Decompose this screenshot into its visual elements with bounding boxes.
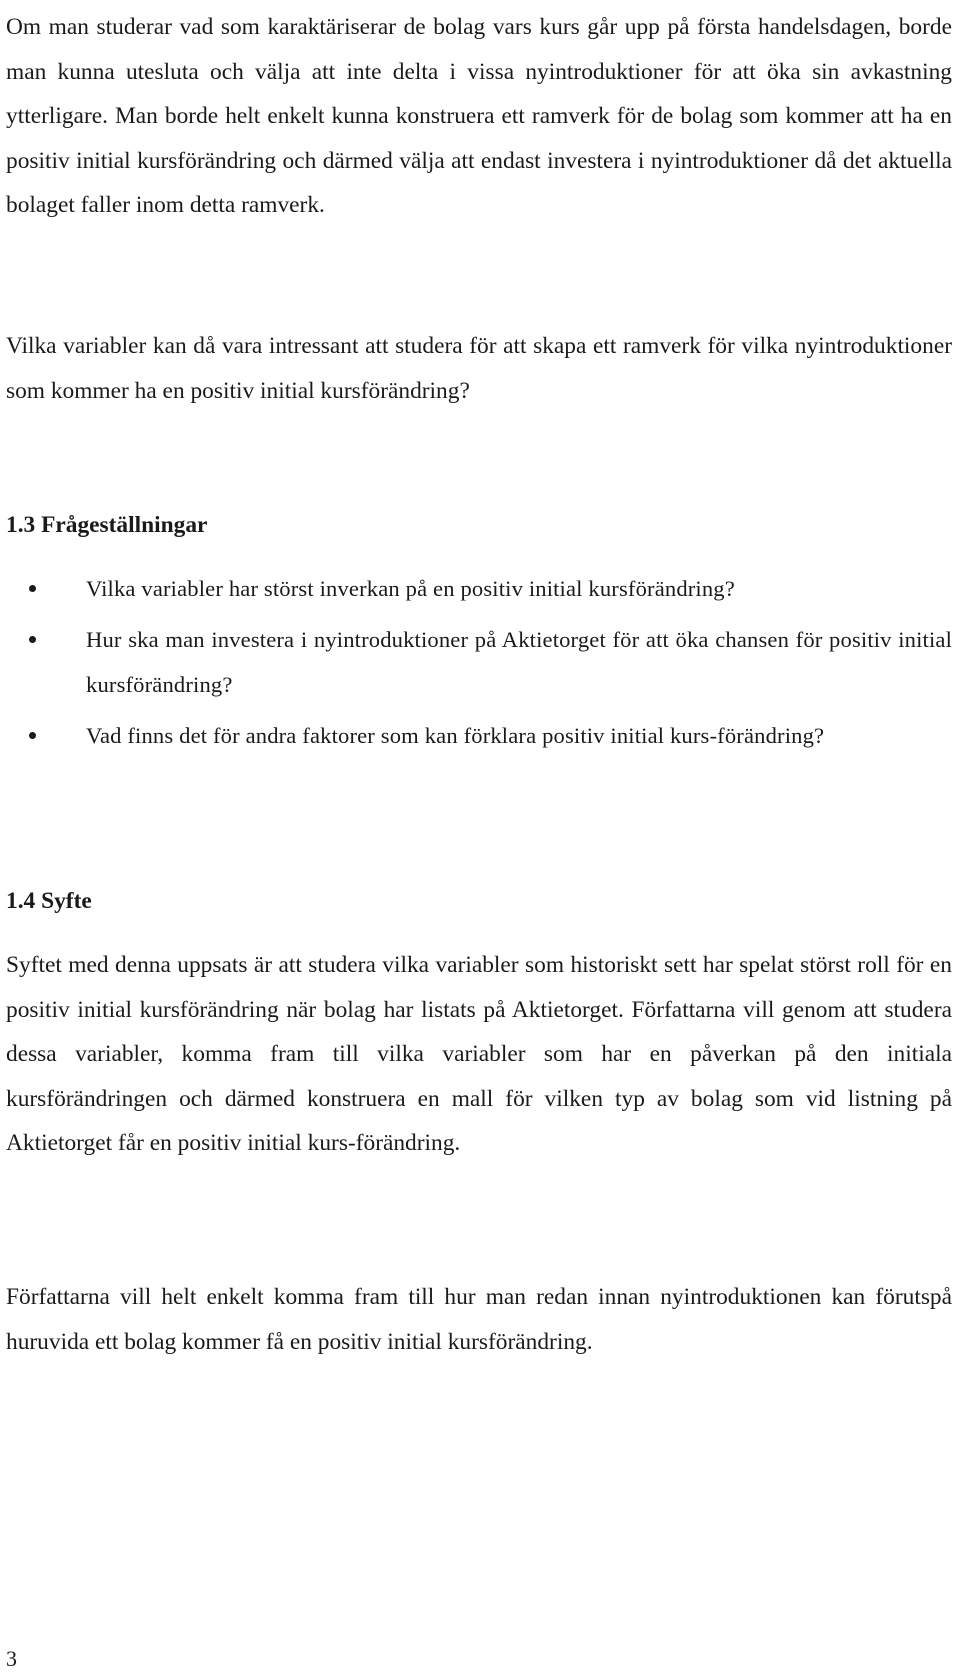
research-question-item: [6, 617, 952, 708]
document-page: [6, 0, 952, 1673]
intro-paragraph: Om man studerar vad som karaktäriserar de bolag vars kurs går upp på första handelsdagen, borde man kunna utesluta och välja att inte delta i vissa nyintroduktioner för att öka sin avkastning ytterligare. Man borde helt enkelt kunna konstruera ett ramverk för de bolag som kommer att ha en positiv initial kursförändring och därmed välja att endast investera i nyintroduktioner då det aktuella bolaget faller inom detta ramverk.: [6, 14, 952, 219]
research-question-item: [6, 713, 952, 759]
research-question-text: Vad finns det för andra faktorer som kan förklara positiv initial kurs-förändring?: [86, 722, 825, 748]
bullet-icon: [29, 636, 36, 643]
purpose-paragraph-1: Syftet med denna uppsats är att studera vilka variabler som historiskt sett har spelat störst roll för en positiv initial kursförändring när bolag har listats på Aktietorget. Författarna vill genom att studera dessa variabler, komma fram till vilka variabler som har en påverkan på den initiala kursförändringen och därmed konstruera en mall för vilken typ av bolag som vid listning på Aktietorget får en positiv initial kurs-förändring.: [6, 952, 952, 1157]
page-number: 3: [6, 1646, 17, 1671]
research-questions-heading: 1.3 Frågeställningar: [6, 512, 208, 538]
purpose-paragraph-2: Författarna vill helt enkelt komma fram till hur man redan innan nyintroduktionen kan förutspå huruvida ett bolag kommer få en positiv initial kursförändring.: [6, 1284, 952, 1355]
research-question-text: Hur ska man investera i nyintroduktioner på Aktietorget för att öka chansen för positiv initial kursförändring?: [86, 626, 952, 697]
bullet-icon: [29, 585, 36, 592]
purpose-heading: 1.4 Syfte: [6, 888, 92, 914]
question-paragraph: Vilka variabler kan då vara intressant att studera för att skapa ett ramverk för vilka nyintroduktioner som kommer ha en positiv initial kursförändring?: [6, 333, 952, 404]
bullet-icon: [29, 732, 36, 739]
research-question-item: [6, 566, 952, 612]
research-questions-list: [6, 566, 952, 758]
research-question-text: Vilka variabler har störst inverkan på en positiv initial kursförändring?: [86, 576, 735, 601]
